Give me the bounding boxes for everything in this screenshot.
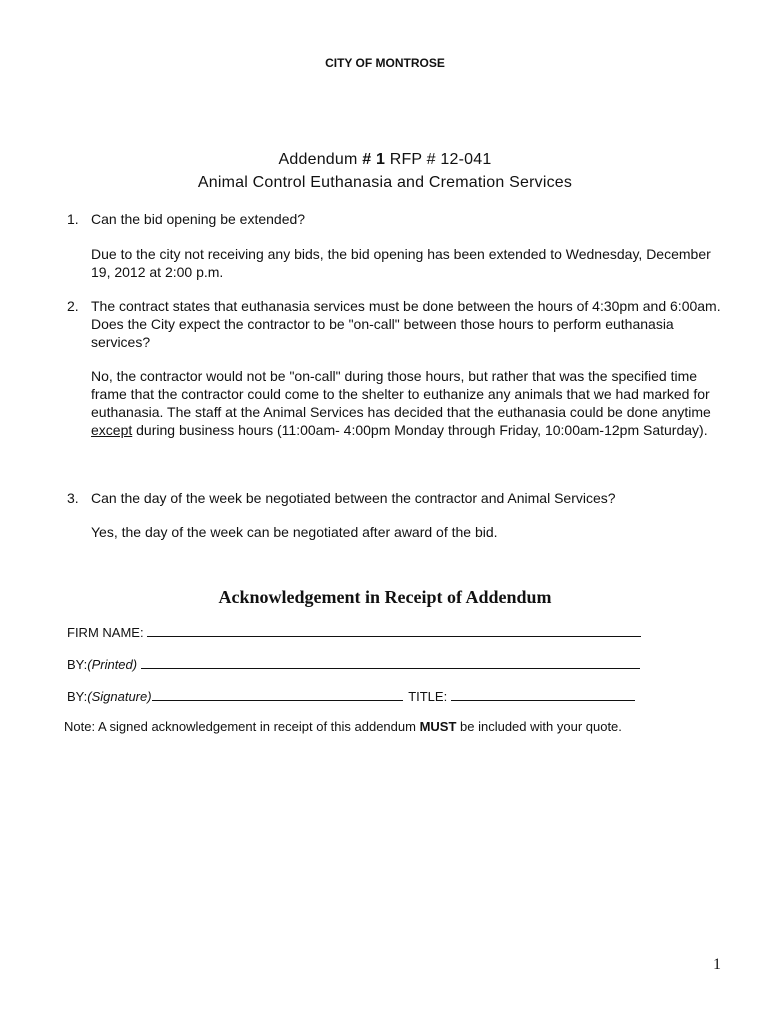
acknowledgement-title: Acknowledgement in Receipt of Addendum	[218, 587, 552, 607]
firm-name-label: FIRM NAME:	[67, 625, 144, 640]
by-label: BY:	[67, 657, 88, 672]
signature-row	[67, 687, 635, 706]
note-text: be included with your quote.	[456, 719, 622, 734]
answer-emphasis: except	[91, 422, 133, 438]
note-text: Note: A signed acknowledgement in receipt of this addendum	[64, 719, 420, 734]
title-label: TITLE:	[408, 689, 448, 704]
printed-name-input-line[interactable]	[141, 655, 640, 669]
page-number: 1	[713, 956, 721, 973]
firm-name-input-line[interactable]	[147, 623, 641, 637]
question-number: 1.	[67, 211, 79, 227]
signature-input-line[interactable]	[152, 687, 403, 701]
firm-name-row	[67, 623, 641, 642]
addendum-prefix: Addendum	[278, 151, 358, 168]
answer-text: Yes, the day of the week can be negotiated after award of the bid.	[91, 524, 498, 540]
addendum-subtitle: Animal Control Euthanasia and Cremation Services	[197, 174, 573, 191]
question-text: Can the day of the week be negotiated between the contractor and Animal Services?	[91, 490, 616, 506]
printed-name-row	[67, 655, 640, 674]
note-emphasis: MUST	[419, 719, 457, 734]
addendum-title	[0, 151, 770, 169]
title-input-line[interactable]	[451, 687, 635, 701]
answer-text: Due to the city not receiving any bids, the bid opening has been extended to Wednesday, December 19, 2012 at 2:00 p.m.	[91, 246, 711, 280]
question-text: Can the bid opening be extended?	[91, 211, 306, 227]
question-text: The contract states that euthanasia services must be done between the hours of 4:30pm and 6:00am. Does the City expect the contractor to be "on-call" between those hours to perform euthanasia services?	[91, 298, 721, 350]
printed-label: (Printed)	[87, 657, 138, 672]
answer-text-part: during business hours (11:00am- 4:00pm Monday through Friday, 10:00am-12pm Saturday).	[132, 422, 708, 438]
question-number: 3.	[67, 490, 79, 506]
answer-text-part: No, the contractor would not be "on-call" during those hours, but rather that was the specified time frame that the contractor could come to the shelter to euthanize any animals that we had marked for euthanasia. The staff at the Animal Services has decided that the euthanasia could be done anytime	[91, 368, 711, 420]
acknowledgement-note	[64, 719, 622, 734]
answer-text	[91, 367, 721, 439]
addendum-number: # 1	[362, 151, 386, 168]
by-label: BY:	[67, 689, 88, 704]
city-header: CITY OF MONTROSE	[325, 56, 445, 70]
signature-label: (Signature)	[87, 689, 152, 704]
question-number: 2.	[67, 298, 79, 314]
rfp-number: RFP # 12-041	[389, 151, 492, 168]
